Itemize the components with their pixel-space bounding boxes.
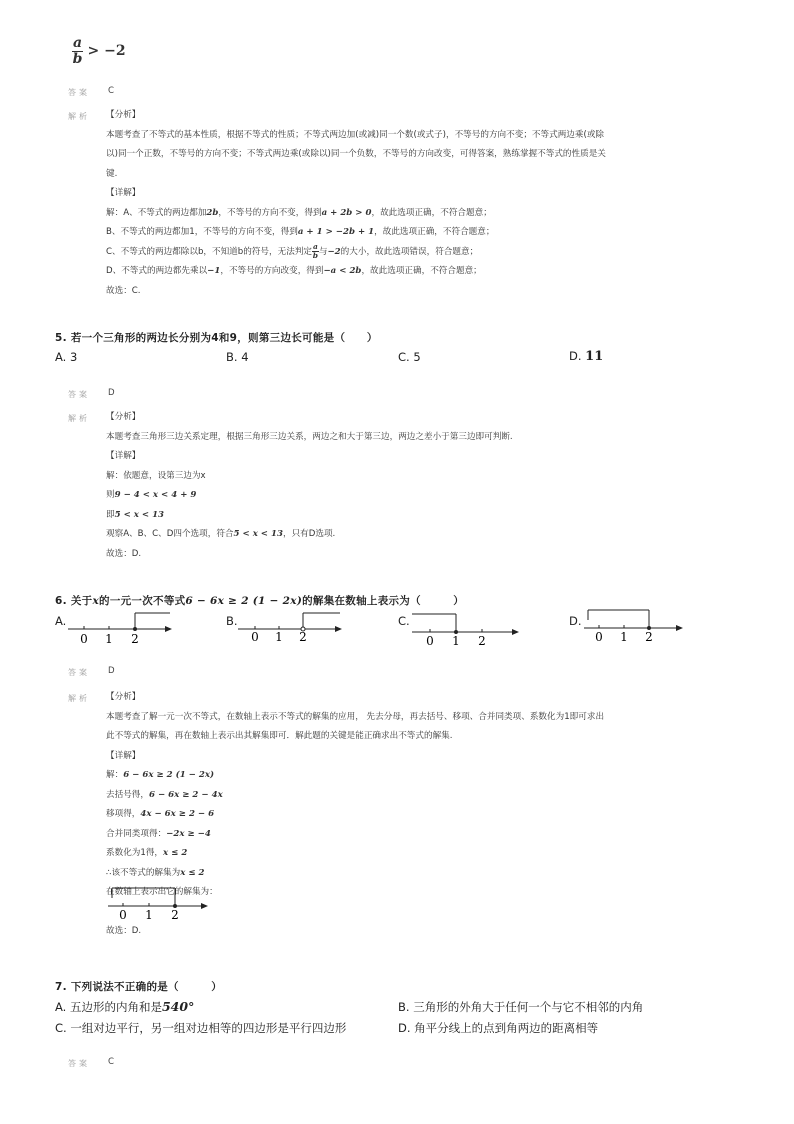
q7-option-c: C. 一组对边平行，另一组对边相等的四边形是平行四边形 xyxy=(55,1021,347,1035)
tick-label: 2 xyxy=(299,630,307,644)
q5-option-b: B. 4 xyxy=(226,350,249,364)
detail-line: 解：6 − 6x ≥ 2 (1 − 2x) xyxy=(106,770,215,780)
q6-solution-numberline xyxy=(104,884,216,922)
answer-label: 答案 xyxy=(68,1059,90,1068)
analysis-line: 此不等式的解集，再在数轴上表示出其解集即可．解此题的关键是能正确求出不等式的解集. xyxy=(106,731,453,741)
analysis-line: 本题考查了不等式的基本性质，根据不等式的性质；不等式两边加(或减)同一个数(或式子)，不等号的方向不变；不等式两边乘(或除 xyxy=(106,129,605,140)
tick-label: 1 xyxy=(105,632,113,646)
q5-title: 5. 若一个三角形的两边长分别为4和9，则第三边长可能是（ ） xyxy=(55,332,378,344)
detail-line: 则9 − 4 < x < 4 + 9 xyxy=(106,490,197,500)
tag-detail: 【详解】 xyxy=(106,451,141,461)
q7-option-a: A. 五边形的内角和是540° xyxy=(55,999,195,1014)
detail-line: 在数轴上表示出它的解集为： xyxy=(106,887,218,897)
fraction xyxy=(72,36,83,66)
detail-line: 即5 < x < 13 xyxy=(106,509,165,520)
tick-label: 1 xyxy=(620,630,628,644)
detail-line-b: B、不等式的两边都加1，不等号的方向不变，得到a + 1 > −2b + 1，故此选项正确，不符合题意； xyxy=(106,227,495,237)
detail-line-d: D、不等式的两边都先乘以−1，不等号的方向改变，得到−a < 2b，故此选项正确，不符合题意； xyxy=(106,266,482,276)
analysis-line: 本题考查了解一元一次不等式，在数轴上表示不等式的解集的应用， 先去分母，再去括号、移项、合并同类项、系数化为1即可求出 xyxy=(106,711,605,722)
analysis-line: 键. xyxy=(106,168,118,179)
tick-label: 0 xyxy=(119,908,127,922)
q7-title: 7. 下列说法不正确的是（ ） xyxy=(55,981,223,993)
answer-label: 答案 xyxy=(68,390,90,399)
tag-analysis: 【分析】 xyxy=(106,110,141,120)
q6-title: 6. 关于x的一元一次不等式6 − 6x ≥ 2 (1 − 2x)的解集在数轴上表示为（ ） xyxy=(55,595,465,607)
tick-label: 0 xyxy=(595,630,603,644)
q6-option-c-numberline xyxy=(408,608,523,648)
tick-label: 0 xyxy=(426,634,434,648)
expr-rest: > −2 xyxy=(87,43,126,60)
detail-line: 观察A、B、C、D四个选项，符合5 < x < 13，只有D选项. xyxy=(106,529,336,539)
tick-label: 2 xyxy=(171,908,179,922)
tick-label: 2 xyxy=(478,634,486,648)
q6-option-c-key: C. xyxy=(398,614,410,628)
conclusion: 故选：D. xyxy=(106,548,142,559)
tick-label: 2 xyxy=(645,630,653,644)
detail-line-a: 解：A、不等式的两边都加2b，不等号的方向不变，得到a + 2b > 0，故此选项正确，不符合题意； xyxy=(106,207,492,218)
answer-value: D xyxy=(108,388,115,398)
detail-line: 去括号得，6 − 6x ≥ 2 − 4x xyxy=(106,789,223,800)
conclusion: 故选：C. xyxy=(106,285,141,296)
numerator: a xyxy=(73,35,83,51)
analysis-label: 解析 xyxy=(68,414,90,423)
tick-label: 0 xyxy=(80,632,88,646)
tag-detail: 【详解】 xyxy=(106,188,141,198)
q7-option-b: B. 三角形的外角大于任何一个与它不相邻的内角 xyxy=(398,1000,644,1014)
q4-analysis xyxy=(106,106,606,301)
q5-option-d: D. 11 xyxy=(569,349,604,364)
q6-option-a-key: A. xyxy=(55,614,67,628)
tag-analysis: 【分析】 xyxy=(106,692,141,702)
tick-label: 0 xyxy=(251,630,259,644)
q5-option-c: C. 5 xyxy=(398,350,421,364)
tag-detail: 【详解】 xyxy=(106,750,141,761)
answer-value: D xyxy=(108,666,115,676)
answer-label: 答案 xyxy=(68,88,90,97)
answer-value: C xyxy=(108,1057,115,1067)
q6-analysis xyxy=(106,688,604,903)
detail-line: 系数化为1得，x ≤ 2 xyxy=(106,848,188,858)
q7-option-d: D. 角平分线上的点到角两边的距离相等 xyxy=(398,1021,599,1035)
detail-line: 解：依题意，设第三边为x xyxy=(106,470,206,481)
tick-label: 1 xyxy=(275,630,283,644)
q6-option-a-numberline xyxy=(66,608,176,648)
q5-analysis xyxy=(106,408,513,564)
denominator: b xyxy=(72,50,83,67)
q6-option-b-numberline xyxy=(236,608,346,648)
conclusion: 故选：D. xyxy=(106,926,142,936)
analysis-line: 以)同一个正数，不等号的方向不变；不等式两边乘(或除以)同一个负数，不等号的方向改变，可得答案，熟练掌握不等式的性质是关 xyxy=(106,149,606,159)
q6-option-d-key: D. xyxy=(569,614,582,628)
q6-option-d-numberline xyxy=(580,606,690,646)
tick-label: 2 xyxy=(131,632,139,646)
q5-option-a: A. 3 xyxy=(55,350,78,364)
analysis-line: 本题考查三角形三边关系定理，根据三角形三边关系，两边之和大于第三边，两边之差小于第三边即可判断. xyxy=(106,431,513,442)
analysis-label: 解析 xyxy=(68,112,90,121)
detail-line: 移项得，4x − 6x ≥ 2 − 6 xyxy=(106,809,215,819)
detail-line-c: C、不等式的两边都除以b，不知道b的符号，无法判定 $\frac{a}{b}$ 与−2的大小，故此选项错误，符合题意； xyxy=(106,241,479,260)
tick-label: 1 xyxy=(145,908,153,922)
detail-line: ∴该不等式的解集为x ≤ 2 xyxy=(106,867,205,878)
analysis-label: 解析 xyxy=(68,694,90,703)
answer-value: C xyxy=(108,86,115,96)
tag-analysis: 【分析】 xyxy=(106,412,141,422)
top-expression xyxy=(72,36,126,66)
answer-label: 答案 xyxy=(68,668,90,677)
detail-line: 合并同类项得：−2x ≥ −4 xyxy=(106,828,211,839)
q6-option-b-key: B. xyxy=(226,614,238,628)
tick-label: 1 xyxy=(452,634,460,648)
